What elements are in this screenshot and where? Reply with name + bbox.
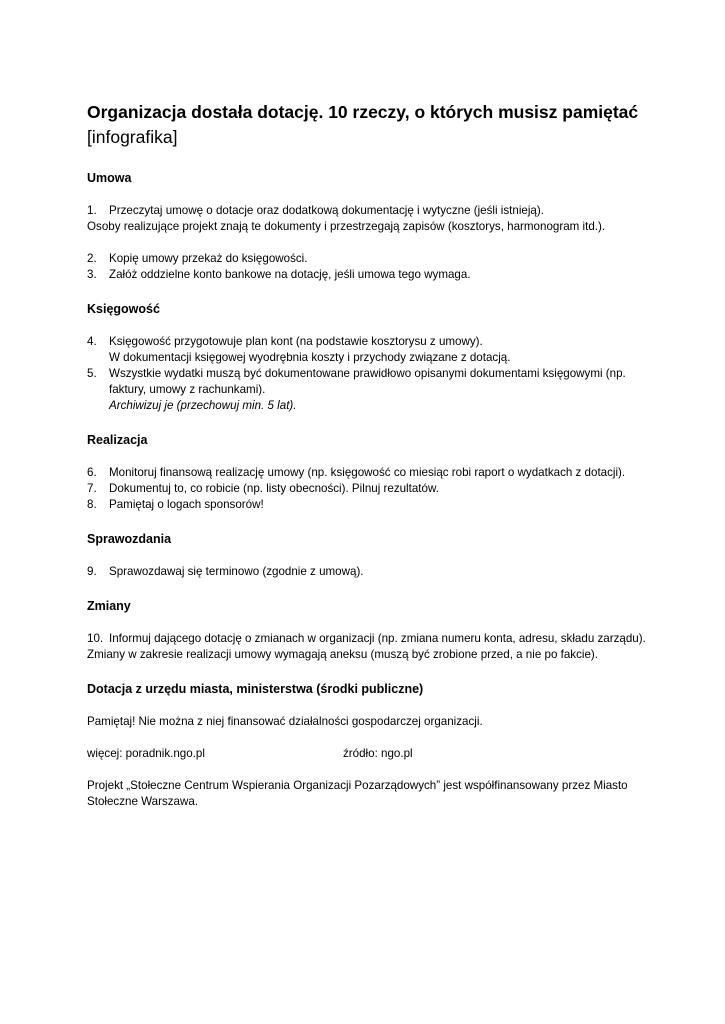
document-page — [87, 100, 647, 810]
item-text: Przeczytaj umowę o dotacje oraz dodatkową dokumentację i wytyczne (jeśli istnieją). — [109, 204, 544, 217]
source-text: źródło: ngo.pl — [343, 747, 413, 760]
item-number: 7. — [87, 482, 97, 495]
heading-umowa: Umowa — [87, 171, 132, 185]
heading-sprawozdania: Sprawozdania — [87, 532, 172, 546]
note-umowa: Osoby realizujące projekt znają te dokumenty i przestrzegają zapisów (kosztorys, harmonogram itd.). — [87, 220, 606, 233]
item-number: 10. — [87, 632, 104, 645]
item-number: 8. — [87, 498, 97, 511]
list-item-6 — [87, 465, 647, 481]
item-text: Sprawozdawaj się terminowo (zgodnie z umową). — [109, 565, 364, 578]
list-item-4 — [87, 334, 647, 366]
heading-ksiegowosc: Księgowość — [87, 302, 160, 316]
item-text: Wszystkie wydatki muszą być dokumentowane prawidłowo opisanymi dokumentami księgowymi (np. faktury, umowy z rachunkami). — [109, 367, 626, 396]
item-number: 2. — [87, 252, 97, 265]
heading-realizacja: Realizacja — [87, 433, 148, 447]
item-number: 1. — [87, 204, 97, 217]
list-item-9 — [87, 564, 647, 580]
item-text: Pamiętaj o logach sponsorów! — [109, 498, 264, 511]
item-number: 6. — [87, 466, 97, 479]
list-item-2 — [87, 251, 647, 267]
title-main: Organizacja dostała dotację. 10 rzeczy, o których musisz pamiętać — [87, 102, 639, 122]
item-text-continued: W dokumentacji księgowej wyodrębnia koszty i przychody związane z dotacją. — [109, 351, 511, 364]
title-sub: [infografika] — [87, 127, 178, 147]
item-text: Monitoruj finansową realizację umowy (np. księgowość co miesiąc robi raport o wydatkach z dotacji). — [109, 466, 626, 479]
list-item-8 — [87, 497, 647, 513]
item-number: 3. — [87, 268, 97, 281]
heading-dotacja: Dotacja z urzędu miasta, ministerstwa (środki publiczne) — [87, 682, 424, 696]
item-number: 4. — [87, 335, 97, 348]
note-zmiany: Zmiany w zakresie realizacji umowy wymagają aneksu (muszą być zrobione przed, a nie po fakcie). — [87, 648, 598, 661]
item-text: Załóż oddzielne konto bankowe na dotację, jeśli umowa tego wymaga. — [109, 268, 471, 281]
list-item-5 — [87, 366, 647, 414]
list-item-3 — [87, 267, 647, 283]
list-item-7 — [87, 481, 647, 497]
dotacja-text: Pamiętaj! Nie można z niej finansować działalności gospodarczej organizacji. — [87, 715, 483, 728]
item-number: 9. — [87, 565, 97, 578]
heading-zmiany: Zmiany — [87, 599, 131, 613]
project-note: Projekt „Stołeczne Centrum Wspierania Organizacji Pozarządowych” jest współfinansowany przez Miasto Stołeczne Warszawa. — [87, 779, 628, 808]
item-text: Informuj dającego dotację o zmianach w organizacji (np. zmiana numeru konta, adresu, składu zarządu). — [109, 632, 646, 645]
more-info-link: więcej: poradnik.ngo.pl — [87, 747, 205, 760]
item-text: Księgowość przygotowuje plan kont (na podstawie kosztorysu z umowy). — [109, 335, 483, 348]
item-italic-note: Archiwizuj je (przechowuj min. 5 lat). — [109, 399, 297, 412]
list-item-1 — [87, 203, 647, 219]
sources-line — [87, 746, 647, 762]
item-number: 5. — [87, 367, 97, 380]
item-text: Kopię umowy przekaż do księgowości. — [109, 252, 308, 265]
page-title — [87, 100, 647, 150]
item-text: Dokumentuj to, co robicie (np. listy obecności). Pilnuj rezultatów. — [109, 482, 439, 495]
list-item-10 — [87, 631, 647, 647]
